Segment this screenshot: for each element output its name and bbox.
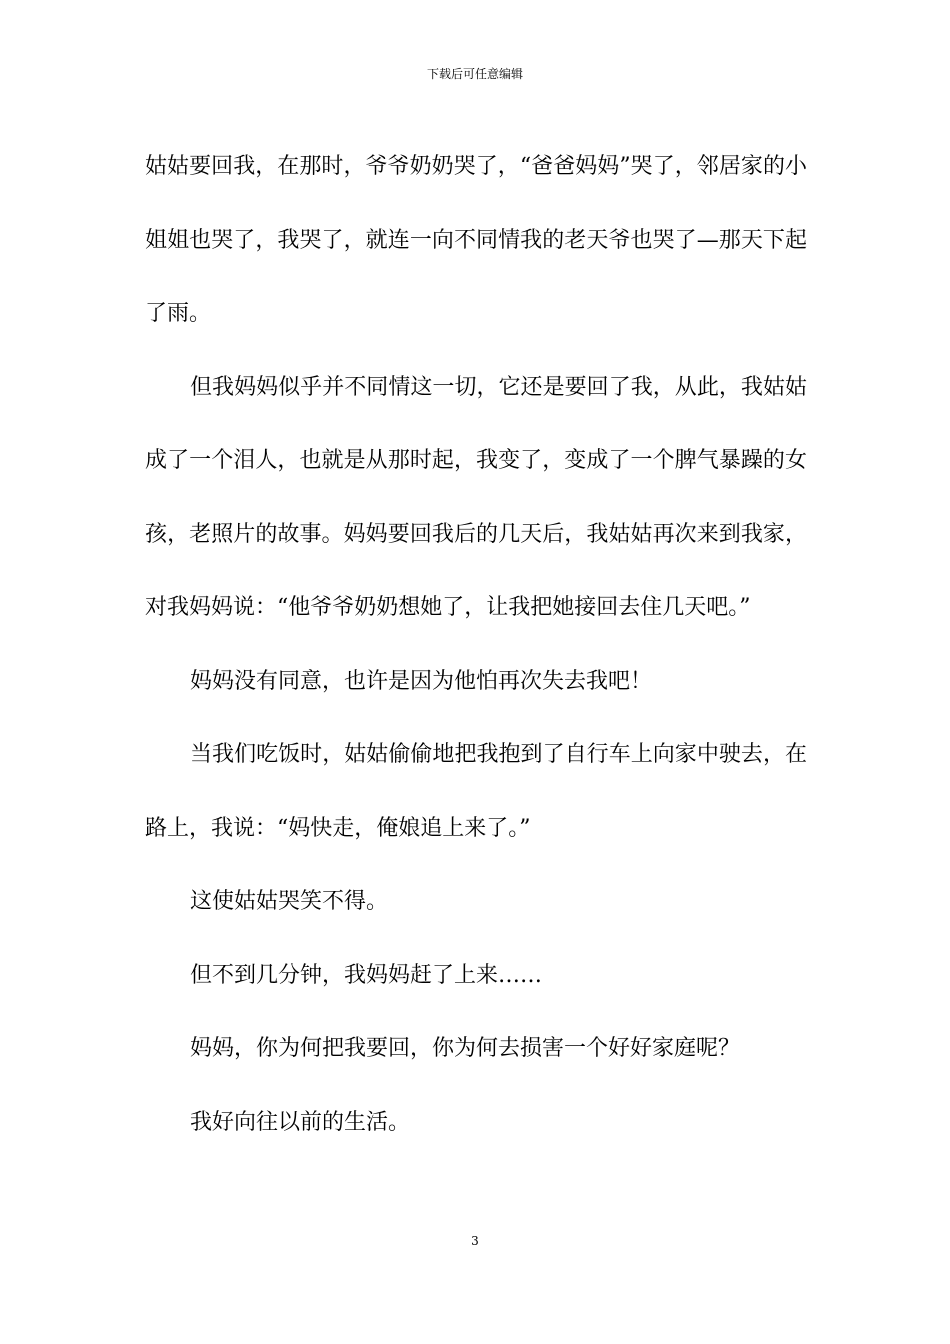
paragraph-1: 姑姑要回我，在那时，爷爷奶奶哭了，“爸爸妈妈”哭了，邻居家的小姐姐也哭了，我哭了，就连一向不同情我的老天爷也哭了—那天下起了雨。 [145,154,807,326]
document-body [145,130,807,1159]
paragraph-2: 但我妈妈似乎并不同情这一切，它还是要回了我，从此，我姑姑成了一个泪人，也就是从那时起，我变了，变成了一个脾气暴躁的女孩，老照片的故事。妈妈要回我后的几天后，我姑姑再次来到我家，对我妈妈说：“他爷爷奶奶想她了，让我把她接回去住几天吧。” [145,374,807,620]
paragraph-8: 我好向往以前的生活。 [190,1109,411,1135]
paragraph-6: 但不到几分钟，我妈妈赶了上来…… [190,962,543,988]
page-header: 下载后可任意编辑 [426,67,523,81]
paragraph-7: 妈妈，你为何把我要回，你为何去损害一个好好家庭呢？ [190,1036,741,1061]
page-number: 3 [471,1234,479,1248]
paragraph-3: 妈妈没有同意，也许是因为他怕再次失去我吧！ [190,668,653,694]
paragraph-4: 当我们吃饭时，姑姑偷偷地把我抱到了自行车上向家中驶去，在路上，我说：“妈快走，俺娘追上来了。” [145,742,807,841]
paragraph-5: 这使姑姑哭笑不得。 [190,889,389,914]
